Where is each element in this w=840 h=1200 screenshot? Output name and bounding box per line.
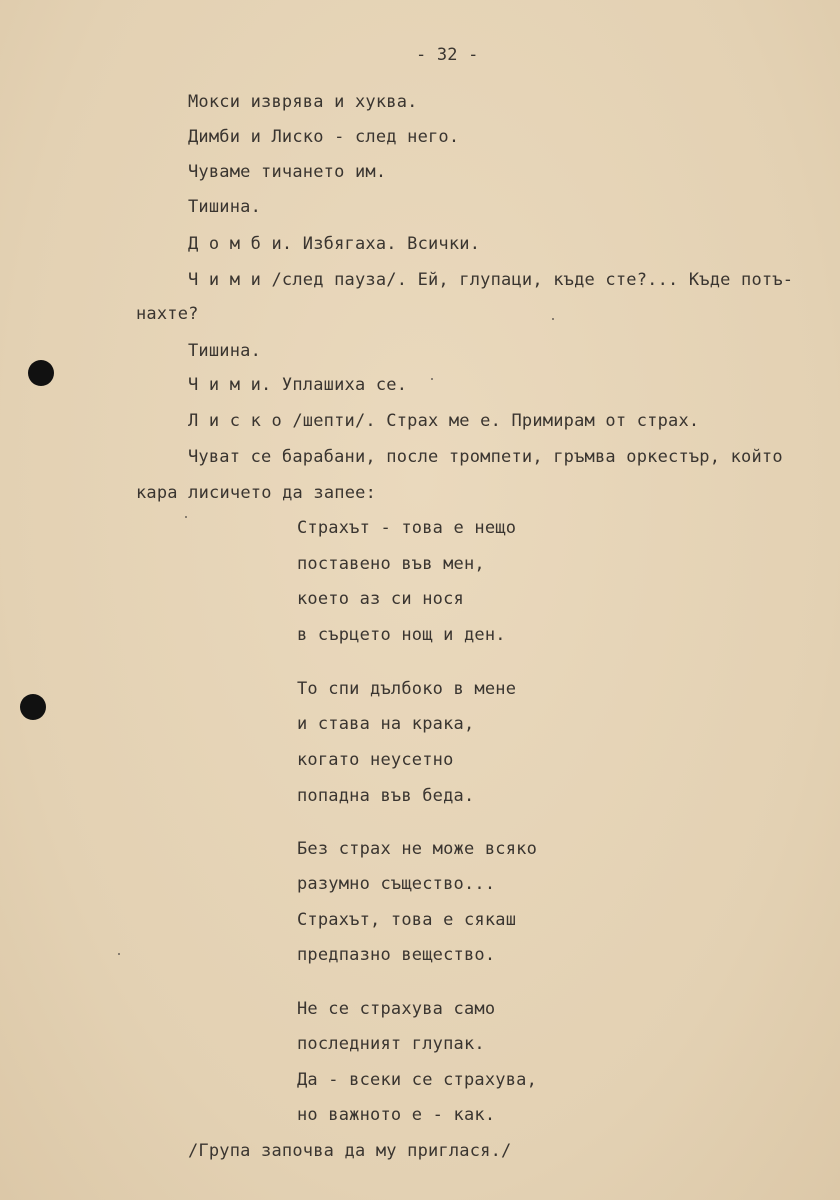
song-line: То спи дълбоко в мене xyxy=(297,679,517,699)
song-line: и става на крака, xyxy=(297,714,475,734)
stage-direction: Димби и Лиско - след него. xyxy=(188,127,460,147)
punch-hole-top xyxy=(28,360,54,386)
song-line: Не се страхува само xyxy=(297,999,496,1019)
dialogue-line: Ч и м и /след пауза/. Ей, глупаци, къде сте?... Къде потъ- xyxy=(188,270,794,290)
dialogue-line: Ч и м и. Уплашиха се. xyxy=(188,375,408,395)
dialogue-line-continuation: нахте? xyxy=(136,304,199,324)
song-line: Страхът - това е нещо xyxy=(297,518,517,538)
song-line: разумно същество... xyxy=(297,874,496,894)
stage-direction: Мокси изврява и хуква. xyxy=(188,92,418,112)
song-line: последният глупак. xyxy=(297,1034,485,1054)
paper-speck xyxy=(552,318,554,320)
stage-direction-continuation: кара лисичето да запее: xyxy=(136,483,377,503)
song-line: в сърцето нощ и ден. xyxy=(297,625,506,645)
dialogue-line: Д о м б и. Избягаха. Всички. xyxy=(188,234,481,254)
song-line: което аз си нося xyxy=(297,589,464,609)
song-line: Без страх не може всяко xyxy=(297,839,538,859)
song-line: поставено във мен, xyxy=(297,554,485,574)
stage-direction: Чуват се барабани, после тромпети, гръмва оркестър, който xyxy=(188,447,783,467)
song-line: предпазно вещество. xyxy=(297,945,496,965)
paper-speck xyxy=(431,378,433,380)
stage-direction: Тишина. xyxy=(188,341,262,361)
song-line: попадна във беда. xyxy=(297,786,475,806)
paper-speck xyxy=(185,516,187,518)
song-line: Да - всеки се страхува, xyxy=(297,1070,538,1090)
closing-stage-direction: /Група започва да му приглася./ xyxy=(188,1141,512,1161)
page-number: - 32 - xyxy=(416,45,479,65)
song-line: когато неусетно xyxy=(297,750,454,770)
stage-direction: Чуваме тичането им. xyxy=(188,162,387,182)
paper-speck xyxy=(118,953,120,955)
punch-hole-bottom xyxy=(20,694,46,720)
dialogue-line: Л и с к о /шепти/. Страх ме е. Примирам от страх. xyxy=(188,411,700,431)
song-line: Страхът, това е сякаш xyxy=(297,910,517,930)
stage-direction: Тишина. xyxy=(188,197,262,217)
song-line: но важното е - как. xyxy=(297,1105,496,1125)
